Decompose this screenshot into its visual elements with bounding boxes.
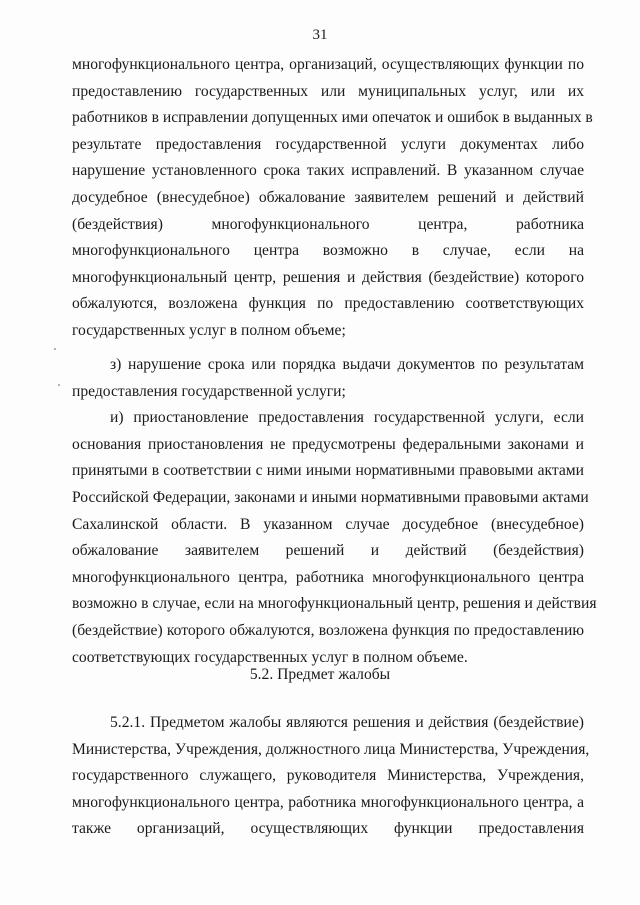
paragraph-continuation xyxy=(72,52,593,345)
text-line: предоставлению государственных или муниципальных услуг, или их xyxy=(72,82,584,100)
text-line: Сахалинской области. В указанном случае досудебное (внесудебное) xyxy=(72,515,584,533)
text-line: 5.2.1. Предметом жалобы являются решения и действия (бездействие) xyxy=(110,714,584,731)
list-item-z xyxy=(72,352,584,405)
text-line: соответствующих государственных услуг в полном объеме. xyxy=(72,648,468,666)
text-line: з) нарушение срока или порядка выдачи документов по результатам xyxy=(110,356,584,373)
text-line: Российской Федерации, законами и иными нормативными правовыми актами xyxy=(72,488,589,506)
text-line: (бездействия) многофункционального центра, работника xyxy=(72,215,584,233)
text-line: многофункционального центра, работника многофункционального центра xyxy=(72,568,584,586)
text-line: досудебное (внесудебное) обжалование заявителем решений и действий xyxy=(72,188,584,206)
text-line: Министерства, Учреждения, должностного лица Министерства, Учреждения, xyxy=(72,740,590,758)
scan-speck xyxy=(54,348,56,350)
section-paragraph xyxy=(72,710,590,843)
text-line: обжалуются, возложена функция по предоставлению соответствующих xyxy=(72,295,584,313)
text-line: предоставления государственной услуги; xyxy=(72,382,346,400)
list-items xyxy=(72,352,597,671)
text-line: государственного служащего, руководителя Министерства, Учреждения, xyxy=(72,767,584,785)
text-line: многофункционального центра возможно в случае, если на xyxy=(72,242,584,260)
text-line: многофункционального центра, организаций, осуществляющих функции по xyxy=(72,56,584,73)
text-line: и) приостановление предоставления государственной услуги, если xyxy=(110,409,584,427)
text-line: также организаций, осуществляющих функции предоставления xyxy=(72,820,584,838)
text-line: работников в исправлении допущенных ими опечаток и ошибок в выданных в xyxy=(72,109,593,127)
page-number: 31 xyxy=(312,27,328,43)
text-line: возможно в случае, если на многофункциональный центр, решения и действия xyxy=(72,595,597,613)
text-line: (бездействие) которого обжалуются, возложена функция по предоставлению xyxy=(72,621,584,639)
list-item-i xyxy=(72,405,597,671)
text-line: результате предоставления государственной услуги документах либо xyxy=(72,135,584,153)
text-line: обжалование заявителем решений и действий (бездействия) xyxy=(72,542,584,560)
text-line: многофункционального центра, работника многофункционального центра, а xyxy=(72,793,584,811)
section-heading: 5.2. Предмет жалобы xyxy=(249,666,391,683)
text-line: нарушение установленного срока таких исправлений. В указанном случае xyxy=(72,162,584,180)
text-line: основания приостановления не предусмотрены федеральными законами и xyxy=(72,435,584,453)
text-line: многофункциональный центр, решения и действия (бездействие) которого xyxy=(72,268,584,286)
text-line: принятыми в соответствии с ними иными нормативными правовыми актами xyxy=(72,462,584,480)
scan-speck xyxy=(58,384,60,386)
text-line: государственных услуг в полном объеме; xyxy=(72,321,346,339)
